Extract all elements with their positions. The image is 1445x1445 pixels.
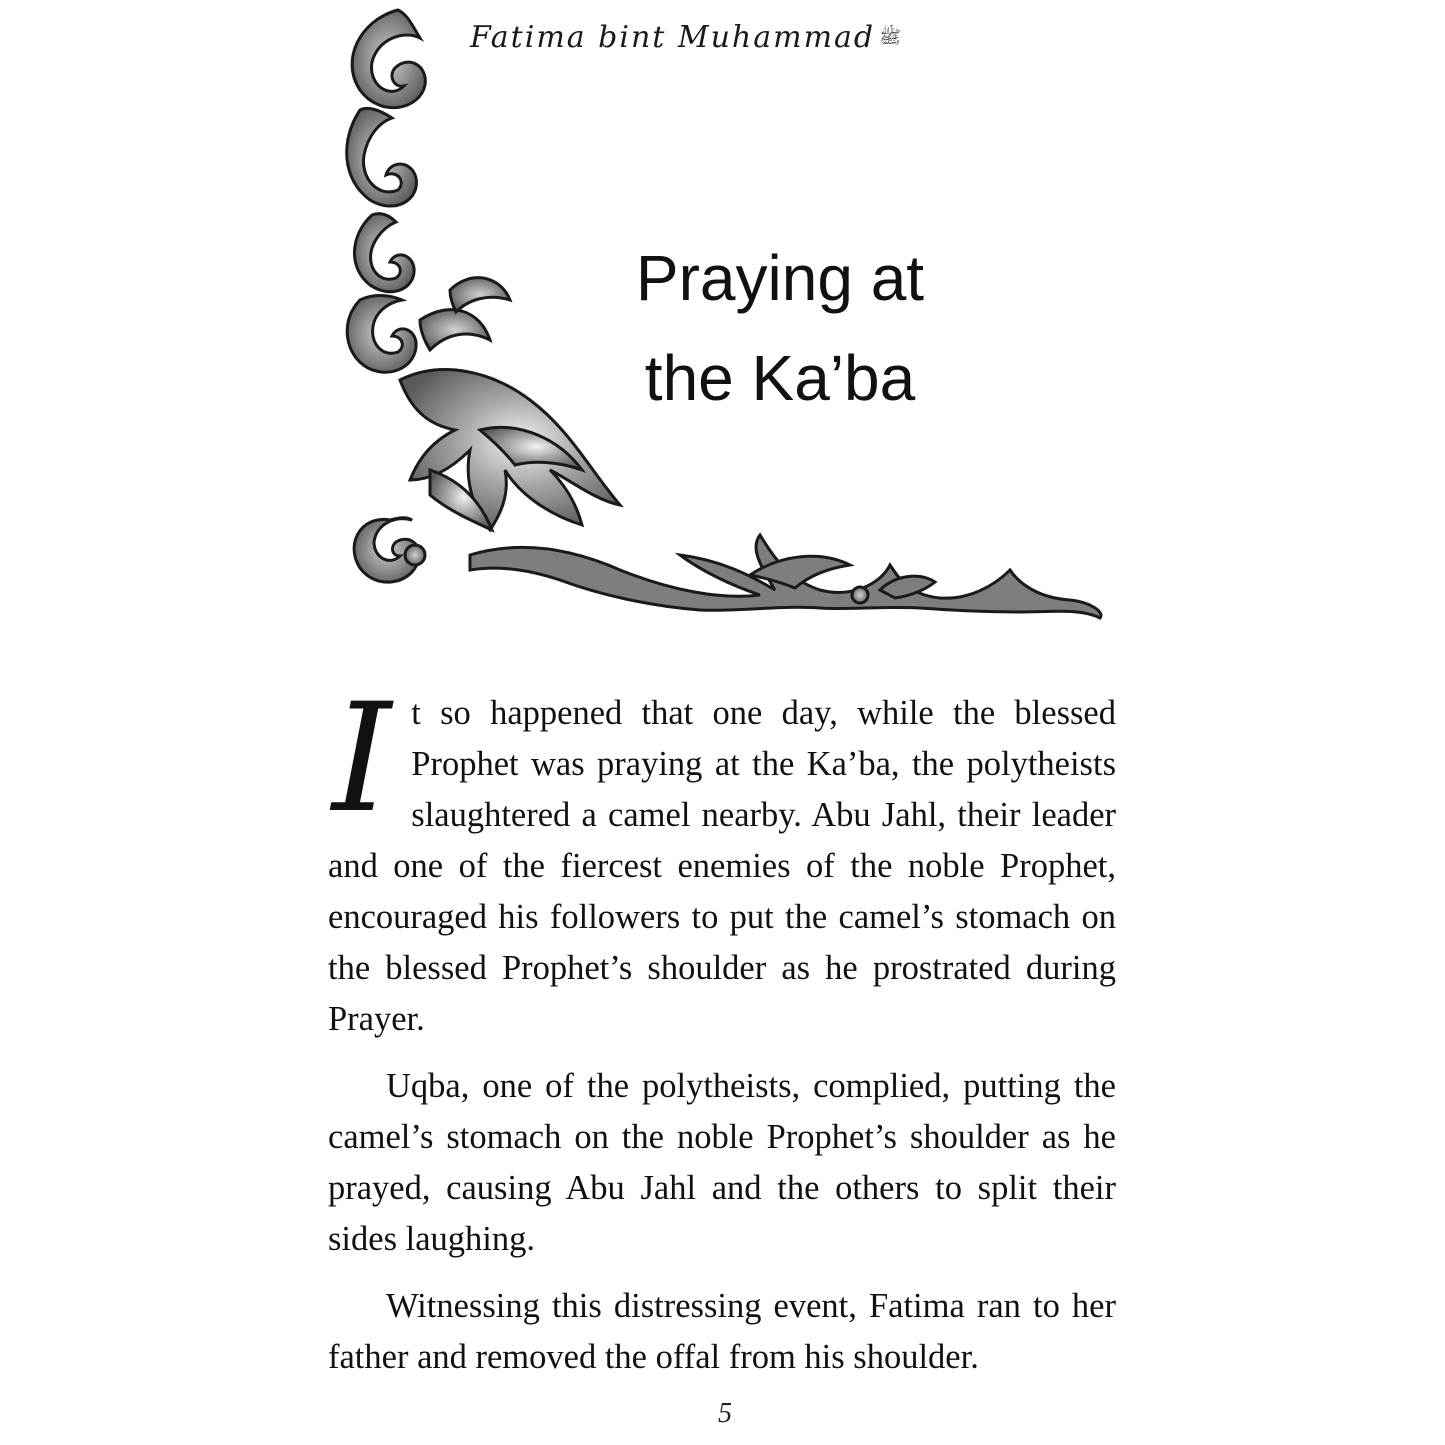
chapter-title [560, 228, 1000, 428]
page-number: 5 [718, 1398, 732, 1429]
paragraph-1-text: t so happened that one day, while the blessed Prophet was praying at the Ka’ba, the polytheists slaughtered a camel nearby. Abu Jahl, their leader and one of the fiercest enemies of the noble Prophet, encouraged his followers to put the camel’s stomach on the blessed Prophet’s shoulder as he prostrated during Prayer. [328, 694, 1116, 1038]
running-title: Fatima bint Muhammad [470, 20, 876, 55]
honorific-glyph: ﷺ [879, 27, 901, 48]
paragraph-3: Witnessing this distressing event, Fatima ran to her father and removed the offal from his shoulder. [328, 1287, 1116, 1376]
paragraph-2: Uqba, one of the polytheists, complied, putting the camel’s stomach on the noble Prophet’s shoulder as he prayed, causing Abu Jahl and the others to split their sides laughing. [328, 1067, 1116, 1258]
body-text [328, 672, 1116, 1399]
paragraph-1 [328, 672, 1116, 1045]
drop-cap: I [332, 672, 392, 846]
chapter-title-line-1: Praying at [635, 242, 925, 314]
chapter-title-line-2: the Ka’ba [644, 342, 916, 414]
